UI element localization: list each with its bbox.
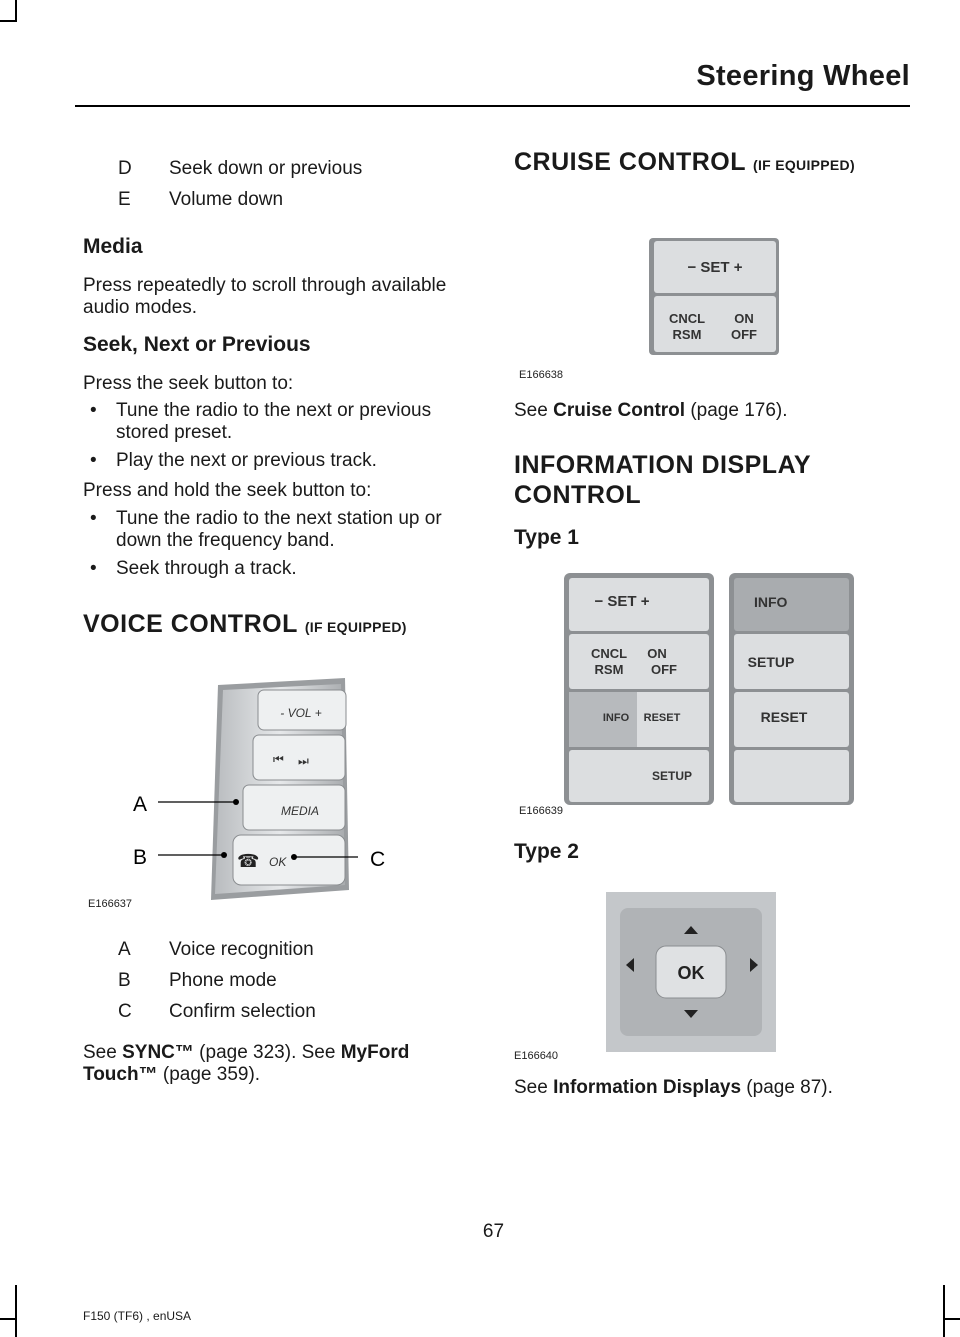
svg-text:SETUP: SETUP [747,654,795,670]
crop-mark [943,1285,945,1337]
svg-text:SETUP: SETUP [651,769,693,783]
svg-text:MEDIA: MEDIA [281,804,320,818]
see-text: See [83,1042,123,1063]
svg-text:- VOL +: - VOL + [280,706,322,720]
callout-a: A [133,793,148,816]
header-rule [75,105,910,107]
definition-key: B [118,970,131,991]
bullet-dot: • [90,558,97,579]
svg-text:OFF: OFF [731,327,757,342]
bullet-dot: • [90,508,97,529]
type1-figure [514,570,914,820]
information-display-heading-line1: INFORMATION DISPLAY [514,451,812,479]
cruise-see-text: See Cruise Control (page 176). [514,400,788,421]
svg-text:OK: OK [269,855,287,869]
svg-text:INFO: INFO [754,594,788,610]
info-display-type1-illustration [514,570,914,820]
seek-heading: Seek, Next or Previous [83,333,311,356]
svg-text:OFF: OFF [651,662,677,677]
bullet-text: Seek through a track. [116,558,297,579]
information-display-heading [514,450,811,510]
information-displays-reference-link[interactable]: Information Displays [553,1077,742,1098]
page-number: 67 [482,1221,505,1242]
type1-heading: Type 1 [514,526,579,549]
seek-hold-text: Press and hold the seek button to: [83,480,372,501]
myford-reference-link[interactable]: MyFord Touch™ [83,1042,410,1085]
ok-button [233,835,345,885]
phone-icon: ☎ [237,851,260,871]
crop-mark [943,1318,960,1320]
svg-text:RESET: RESET [760,709,808,725]
definition-value: Seek down or previous [169,158,363,179]
sync-reference-link[interactable]: SYNC™ [122,1042,194,1063]
figure-code: E166639 [519,805,564,817]
svg-text:− SET +: − SET + [594,593,650,610]
media-text: Press repeatedly to scroll through available audio modes. [83,275,447,318]
svg-text:RSM: RSM [594,662,624,677]
see-references [83,1042,478,1086]
svg-text:RESET: RESET [643,712,681,724]
page-ref-text: (page 359). [157,1064,261,1085]
crop-mark [15,0,17,22]
cruise-control-heading-qualifier: (IF EQUIPPED) [753,157,855,173]
cruise-control-reference-link[interactable]: Cruise Control [553,400,686,421]
media-heading: Media [83,235,143,258]
callout-c: C [370,848,386,871]
svg-text:INFO: INFO [602,712,630,724]
bullet-text: Tune the radio to the next station up or down the frequency band. [116,508,442,551]
definition-value: Confirm selection [169,1001,316,1022]
seek-button [253,735,345,780]
seek-press-text: Press the seek button to: [83,373,294,394]
bullet-text: Tune the radio to the next or previous stored preset. [116,400,432,443]
svg-text:⏮: ⏮ [273,752,284,766]
svg-text:RSM: RSM [672,327,702,342]
svg-text:OK: OK [677,963,705,983]
page-ref-text: (page 323). See [193,1042,341,1063]
cruise-control-heading-text: CRUISE CONTROL [514,148,746,176]
definition-key: A [118,939,131,960]
svg-text:CNCL: CNCL [590,646,628,661]
document-id: F150 (TF6) , enUSA [83,1309,192,1323]
definition-key: D [118,158,132,179]
svg-text:− SET +: − SET + [687,259,743,276]
crop-mark [15,1285,17,1337]
svg-text:⏭: ⏭ [298,754,309,768]
bullet-dot: • [90,400,97,421]
info-display-type2-illustration [514,890,914,1065]
info-see-text: See Information Displays (page 87). [514,1077,833,1098]
svg-text:CNCL: CNCL [668,311,706,326]
voice-control-heading-qualifier: (IF EQUIPPED) [304,619,407,635]
cruise-control-figure [514,235,914,385]
vol-button [258,690,346,730]
cruise-switch-illustration [514,235,914,385]
voice-control-heading-text: VOICE CONTROL [83,610,298,638]
voice-control-heading [83,610,407,639]
type2-figure [514,890,914,1065]
svg-text:ON: ON [734,311,754,326]
svg-text:ON: ON [647,646,667,661]
callout-b: B [133,846,148,869]
definition-value: Volume down [169,189,284,210]
definition-key: C [118,1001,132,1022]
crop-mark [0,20,17,22]
media-button [243,785,345,830]
definition-key: E [118,189,131,210]
definition-value: Voice recognition [169,939,314,960]
definition-value: Phone mode [169,970,277,991]
figure-code: E166640 [514,1050,559,1062]
voice-control-figure [83,660,478,915]
bullet-text: Play the next or previous track. [116,450,377,471]
information-display-heading-line2: CONTROL [514,481,642,509]
cruise-control-heading [514,148,855,177]
crop-mark [0,1318,17,1320]
type2-heading: Type 2 [514,840,579,863]
figure-code: E166637 [88,898,133,910]
steering-switch-illustration [83,660,478,915]
figure-code: E166638 [519,369,564,381]
page-title: Steering Wheel [696,60,910,92]
bullet-dot: • [90,450,97,471]
